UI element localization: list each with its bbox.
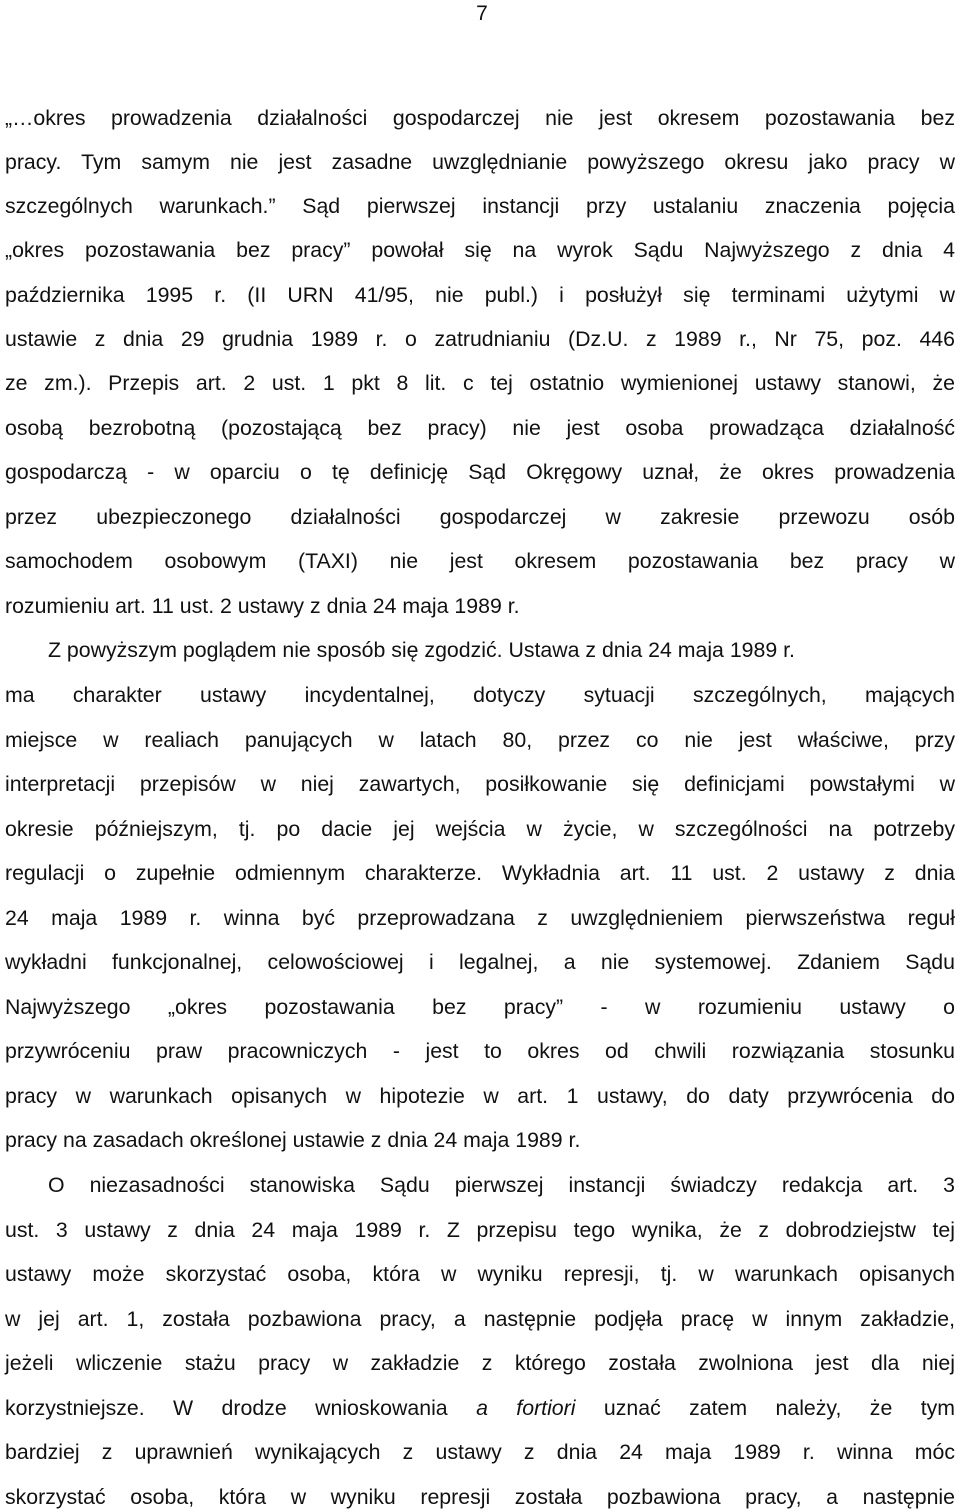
text-line: ust. 3 ustawy z dnia 24 maja 1989 r. Z przepisu tego wynika, że z dobrodziejstw tej — [5, 1218, 955, 1242]
text-line: „okres pozostawania bez pracy” powołał się na wyrok Sądu Najwyższego z dnia 4 — [5, 238, 955, 262]
text-line: gospodarczą - w oparciu o tę definicję Sąd Okręgowy uznał, że okres prowadzenia — [5, 460, 955, 484]
text-fragment: korzystniejsze. W drodze wnioskowania — [5, 1396, 477, 1420]
text-line: skorzystać osoba, która w wyniku represji została pozbawiona pracy, a następnie — [5, 1485, 955, 1509]
italic-phrase: a fortiori — [476, 1396, 576, 1420]
text-line: osobą bezrobotną (pozostającą bez pracy) nie jest osoba prowadząca działalność — [5, 416, 955, 440]
text-line: pracy w warunkach opisanych w hipotezie w art. 1 ustawy, do daty przywrócenia do — [5, 1084, 955, 1108]
text-line: „…okres prowadzenia działalności gospodarczej nie jest okresem pozostawania bez — [5, 106, 955, 130]
text-line: pracy na zasadach określonej ustawie z dnia 24 maja 1989 r. — [5, 1128, 581, 1152]
text-line: okresie późniejszym, tj. po dacie jej wejścia w życie, w szczególności na potrzeby — [5, 817, 955, 841]
page-number: 7 — [476, 2, 488, 25]
text-fragment: uznać zatem należy, że tym — [575, 1396, 955, 1420]
text-line: października 1995 r. (II URN 41/95, nie publ.) i posłużył się terminami użytymi w — [5, 283, 955, 307]
text-line: samochodem osobowym (TAXI) nie jest okresem pozostawania bez pracy w — [5, 549, 955, 573]
text-line: ustawy może skorzystać osoba, która w wyniku represji, tj. w warunkach opisanych — [5, 1262, 955, 1286]
text-line: bardziej z uprawnień wynikających z ustawy z dnia 24 maja 1989 r. winna móc — [5, 1440, 955, 1464]
text-line: ze zm.). Przepis art. 2 ust. 1 pkt 8 lit. c tej ostatnio wymienionej ustawy stanowi, że — [5, 371, 955, 395]
text-line: O niezasadności stanowiska Sądu pierwszej instancji świadczy redakcja art. 3 — [48, 1173, 955, 1197]
text-line: ma charakter ustawy incydentalnej, dotyczy sytuacji szczególnych, mających — [5, 683, 955, 707]
text-line: 24 maja 1989 r. winna być przeprowadzana z uwzględnieniem pierwszeństwa reguł — [5, 906, 955, 930]
text-line: przywróceniu praw pracowniczych - jest to okres od chwili rozwiązania stosunku — [5, 1039, 955, 1063]
text-line: miejsce w realiach panujących w latach 80, przez co nie jest właściwe, przy — [5, 728, 955, 752]
text-line: w jej art. 1, została pozbawiona pracy, a następnie podjęła pracę w innym zakładzie, — [5, 1307, 955, 1331]
text-line: interpretacji przepisów w niej zawartych, posiłkowanie się definicjami powstałymi w — [5, 772, 955, 796]
text-line-with-italic — [5, 1395, 955, 1421]
text-line: regulacji o zupełnie odmiennym charakterze. Wykładnia art. 11 ust. 2 ustawy z dnia — [5, 861, 955, 885]
text-line: ustawie z dnia 29 grudnia 1989 r. o zatrudnianiu (Dz.U. z 1989 r., Nr 75, poz. 446 — [5, 327, 955, 351]
text-line: Najwyższego „okres pozostawania bez pracy” - w rozumieniu ustawy o — [5, 995, 955, 1019]
text-line: jeżeli wliczenie stażu pracy w zakładzie z którego została zwolniona jest dla niej — [5, 1351, 955, 1375]
text-line: Z powyższym poglądem nie sposób się zgodzić. Ustawa z dnia 24 maja 1989 r. — [48, 638, 795, 662]
text-line: rozumieniu art. 11 ust. 2 ustawy z dnia 24 maja 1989 r. — [5, 594, 520, 618]
text-line: wykładni funkcjonalnej, celowościowej i legalnej, a nie systemowej. Zdaniem Sądu — [5, 950, 955, 974]
text-line: pracy. Tym samym nie jest zasadne uwzględnianie powyższego okresu jako pracy w — [5, 150, 955, 174]
text-line: szczególnych warunkach.” Sąd pierwszej instancji przy ustalaniu znaczenia pojęcia — [5, 194, 955, 218]
text-line: przez ubezpieczonego działalności gospodarczej w zakresie przewozu osób — [5, 505, 955, 529]
